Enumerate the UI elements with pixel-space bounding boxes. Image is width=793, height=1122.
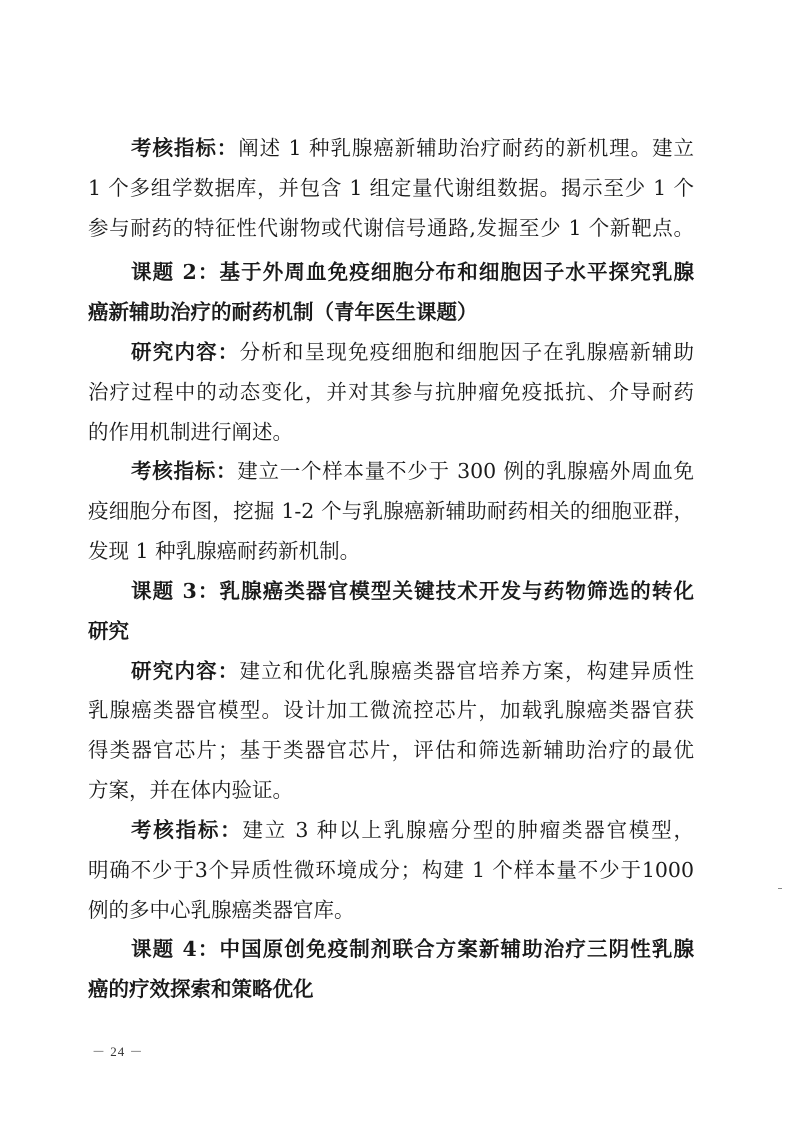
- text-line: 例的多中心乳腺癌类器官库。: [88, 898, 355, 922]
- section-heading: 课题 3：乳腺癌类器官模型关键技术开发与药物筛选的转化: [131, 579, 694, 603]
- text-line: 治疗过程中的动态变化，并对其参与抗肿瘤免疫抵抗、介导耐药: [88, 380, 694, 404]
- paragraph-text: 阐述 1 种乳腺癌新辅助治疗耐药的新机理。建立: [238, 136, 695, 160]
- text-line: [131, 818, 694, 842]
- text-line: [131, 659, 694, 683]
- paragraph-text: 建立一个样本量不少于 300 例的乳腺癌外周血免: [237, 459, 694, 483]
- text-line: 明确不少于3个异质性微环境成分；构建 1 个样本量不少于1000: [88, 858, 694, 882]
- margin-mark: [778, 888, 782, 889]
- paragraph-label: 考核指标：: [131, 459, 238, 483]
- text-line: 疫细胞分布图，挖掘 1-2 个与乳腺癌新辅助耐药相关的细胞亚群，: [88, 499, 694, 523]
- section-heading: 癌新辅助治疗的耐药机制（青年医生课题）: [88, 300, 478, 324]
- text-line: [131, 459, 694, 483]
- paragraph-label: 研究内容：: [131, 340, 240, 364]
- paragraph-text: 分析和呈现免疫细胞和细胞因子在乳腺癌新辅助: [239, 340, 694, 364]
- paragraph-label: 考核指标：: [131, 136, 239, 160]
- text-line: 得类器官芯片；基于类器官芯片，评估和筛选新辅助治疗的最优: [88, 738, 694, 762]
- paragraph-label: 研究内容：: [131, 659, 240, 683]
- text-line: 乳腺癌类器官模型。设计加工微流控芯片，加载乳腺癌类器官获: [88, 698, 694, 722]
- paragraph-text: 建立 3 种以上乳腺癌分型的肿瘤类器官模型，: [242, 818, 694, 842]
- text-line: [131, 340, 694, 364]
- section-heading: 课题 2：基于外周血免疫细胞分布和细胞因子水平探究乳腺: [131, 260, 694, 284]
- paragraph-label: 考核指标：: [131, 818, 243, 842]
- text-line: 发现 1 种乳腺癌耐药新机制。: [88, 539, 361, 563]
- text-line: 1 个多组学数据库，并包含 1 组定量代谢组数据。揭示至少 1 个: [88, 176, 694, 200]
- page-number: － 24 －: [92, 1044, 144, 1059]
- text-line: [131, 136, 694, 160]
- text-line: 的作用机制进行阐述。: [88, 420, 293, 444]
- section-heading: 研究: [88, 619, 129, 643]
- text-line: 方案，并在体内验证。: [88, 778, 293, 802]
- paragraph-text: 建立和优化乳腺癌类器官培养方案，构建异质性: [239, 659, 694, 683]
- text-line: 参与耐药的特征性代谢物或代谢信号通路,发掘至少 1 个新靶点。: [88, 216, 694, 240]
- section-heading: 癌的疗效探索和策略优化: [88, 977, 314, 1001]
- section-heading: 课题 4：中国原创免疫制剂联合方案新辅助治疗三阴性乳腺: [131, 937, 694, 961]
